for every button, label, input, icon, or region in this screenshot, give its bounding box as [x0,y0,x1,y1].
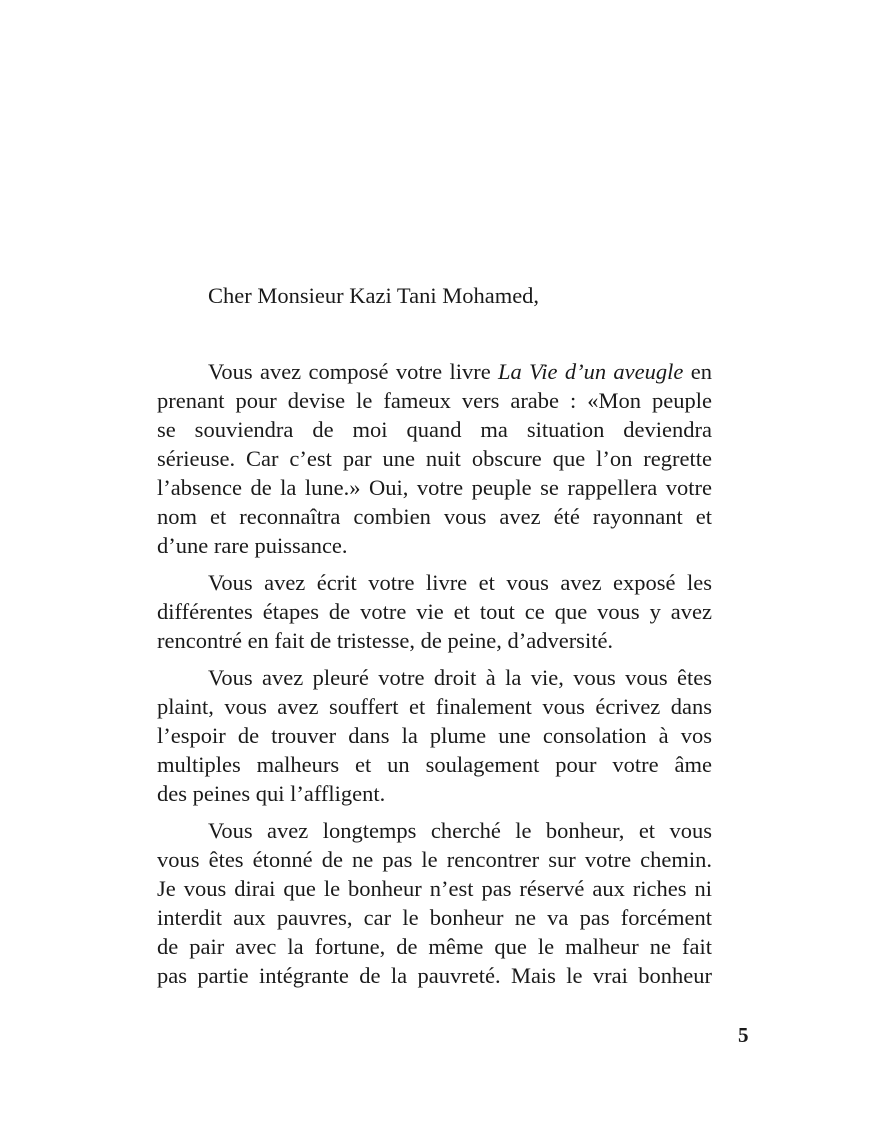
text-line: d’une rare puissance. [157,533,348,558]
text-line: Je vous dirai que le bonheur n’est pas réservé aux riches ni [157,876,712,901]
text-line: différentes étapes de votre vie et tout ce que vous y avez [157,599,712,624]
text-line: interdit aux pauvres, car le bonheur ne va pas forcément [157,905,712,930]
text-line: se souviendra de moi quand ma situation deviendra [157,417,712,442]
text-line: de pair avec la fortune, de même que le malheur ne fait [157,934,712,959]
text-line: rencontré en fait de tristesse, de peine, d’adversité. [157,628,614,653]
text-line: nom et reconnaîtra combien vous avez été rayonnant et [157,504,712,529]
paragraph-2 [157,568,712,655]
text-line: pas partie intégrante de la pauvreté. Mais le vrai bonheur [157,963,712,988]
text-line: multiples malheurs et un soulagement pour votre âme [157,752,712,777]
book-title: La Vie d’un aveugle [498,359,684,384]
text-line: vous êtes étonné de ne pas le rencontrer sur votre chemin. [157,847,712,872]
text-line: Vous avez longtemps cherché le bonheur, et vous [208,818,712,843]
text-line: Vous avez pleuré votre droit à la vie, vous vous êtes [208,665,712,690]
text-line: des peines qui l’affligent. [157,781,386,806]
text-line: sérieuse. Car c’est par une nuit obscure que l’on regrette [157,446,712,471]
paragraph-1 [157,357,712,560]
text-line: Vous avez écrit votre livre et vous avez exposé les [208,570,712,595]
text-line: Vous avez composé votre livre La Vie d’un aveugle en [208,359,712,384]
paragraph-4 [157,816,712,990]
text-line: plaint, vous avez souffert et finalement vous écrivez dans [157,694,712,719]
letter-body [157,357,712,990]
page-number: 5 [738,1023,749,1047]
salutation: Cher Monsieur Kazi Tani Mohamed, [208,283,540,308]
text-line: l’absence de la lune.» Oui, votre peuple se rappellera votre [157,475,712,500]
text-line: prenant pour devise le fameux vers arabe : «Mon peuple [157,388,712,413]
text-line: l’espoir de trouver dans la plume une consolation à vos [157,723,712,748]
paragraph-3 [157,663,712,808]
